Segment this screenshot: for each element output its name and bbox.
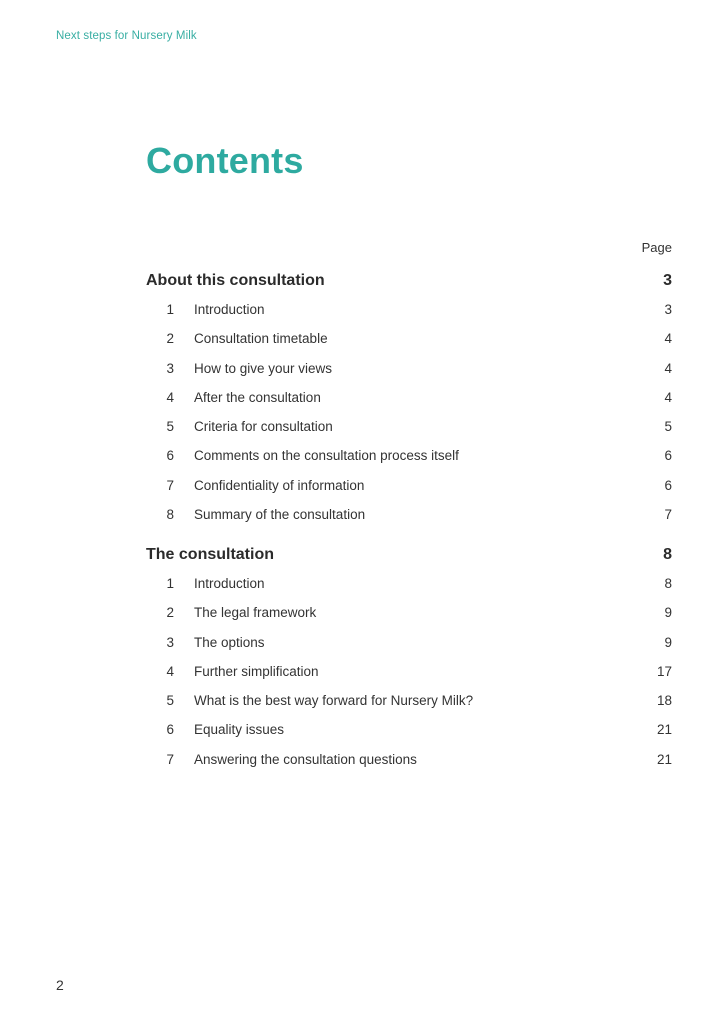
entry-page: 21 (656, 751, 672, 767)
toc-entry[interactable] (146, 361, 672, 390)
entry-title: The legal framework (194, 605, 317, 621)
running-header: Next steps for Nursery Milk (56, 30, 197, 42)
entry-title: Confidentiality of information (194, 477, 365, 493)
entry-title: Consultation timetable (194, 331, 328, 347)
entry-number: 3 (166, 634, 174, 650)
entry-title: Introduction (194, 576, 265, 591)
entry-title: How to give your views (194, 360, 333, 376)
toc-entry[interactable] (146, 302, 672, 331)
entry-number: 5 (166, 693, 174, 709)
toc-entry[interactable] (146, 693, 672, 722)
toc-entry[interactable] (146, 722, 672, 751)
toc-entry[interactable] (146, 605, 672, 634)
entry-title: Equality issues (194, 722, 285, 738)
entry-number: 8 (166, 507, 174, 523)
entry-page: 3 (664, 302, 672, 317)
entry-page: 9 (664, 634, 672, 650)
entry-number: 5 (166, 419, 174, 435)
entry-page: 17 (656, 663, 672, 679)
toc-entry[interactable] (146, 635, 672, 664)
entry-title: Answering the consultation questions (194, 751, 417, 767)
entry-page: 4 (664, 360, 672, 376)
section-heading-page: 3 (663, 272, 672, 289)
entry-page: 18 (656, 693, 672, 709)
section-heading-title: The consultation (146, 546, 274, 563)
entry-number: 4 (166, 389, 174, 405)
entry-title: Comments on the consultation process itself (194, 448, 459, 464)
section-heading[interactable] (146, 546, 672, 576)
entry-title: The options (194, 634, 265, 650)
toc-entry[interactable] (146, 390, 672, 419)
entry-page: 8 (664, 576, 672, 591)
entry-number: 6 (166, 722, 174, 738)
section-heading-page: 8 (663, 546, 672, 563)
entry-title: Criteria for consultation (194, 419, 333, 435)
entry-title: After the consultation (194, 389, 321, 405)
section-heading[interactable] (146, 272, 672, 302)
toc-entry[interactable] (146, 576, 672, 605)
entry-title: What is the best way forward for Nursery Milk? (194, 693, 474, 709)
section-heading-title: About this consultation (146, 272, 325, 289)
entry-number: 4 (166, 663, 174, 679)
toc-entry[interactable] (146, 752, 672, 781)
toc-entry[interactable] (146, 331, 672, 360)
entry-page: 4 (664, 389, 672, 405)
page-title: Contents (146, 140, 304, 181)
entry-number: 7 (166, 751, 174, 767)
entry-title: Introduction (194, 302, 265, 317)
toc-entry[interactable] (146, 664, 672, 693)
toc-section-about (146, 272, 672, 536)
entry-number: 7 (166, 477, 174, 493)
entry-number: 1 (166, 576, 174, 591)
entry-title: Summary of the consultation (194, 507, 366, 523)
entry-number: 2 (166, 605, 174, 621)
entry-page: 21 (656, 722, 672, 738)
toc-entry[interactable] (146, 448, 672, 477)
entry-page: 6 (664, 448, 672, 464)
toc-section-consultation (146, 546, 672, 781)
toc-entry[interactable] (146, 507, 672, 536)
page-number: 2 (56, 977, 64, 993)
entry-page: 6 (664, 477, 672, 493)
entry-page: 7 (664, 507, 672, 523)
entry-page: 9 (664, 605, 672, 621)
entry-number: 6 (166, 448, 174, 464)
entry-number: 2 (166, 331, 174, 347)
entry-number: 1 (166, 302, 174, 317)
toc-entry[interactable] (146, 419, 672, 448)
page-column-label: Page (641, 240, 672, 255)
entry-page: 5 (664, 419, 672, 435)
entry-page: 4 (664, 331, 672, 347)
entry-title: Further simplification (194, 663, 319, 679)
entry-number: 3 (166, 360, 174, 376)
toc-entry[interactable] (146, 478, 672, 507)
